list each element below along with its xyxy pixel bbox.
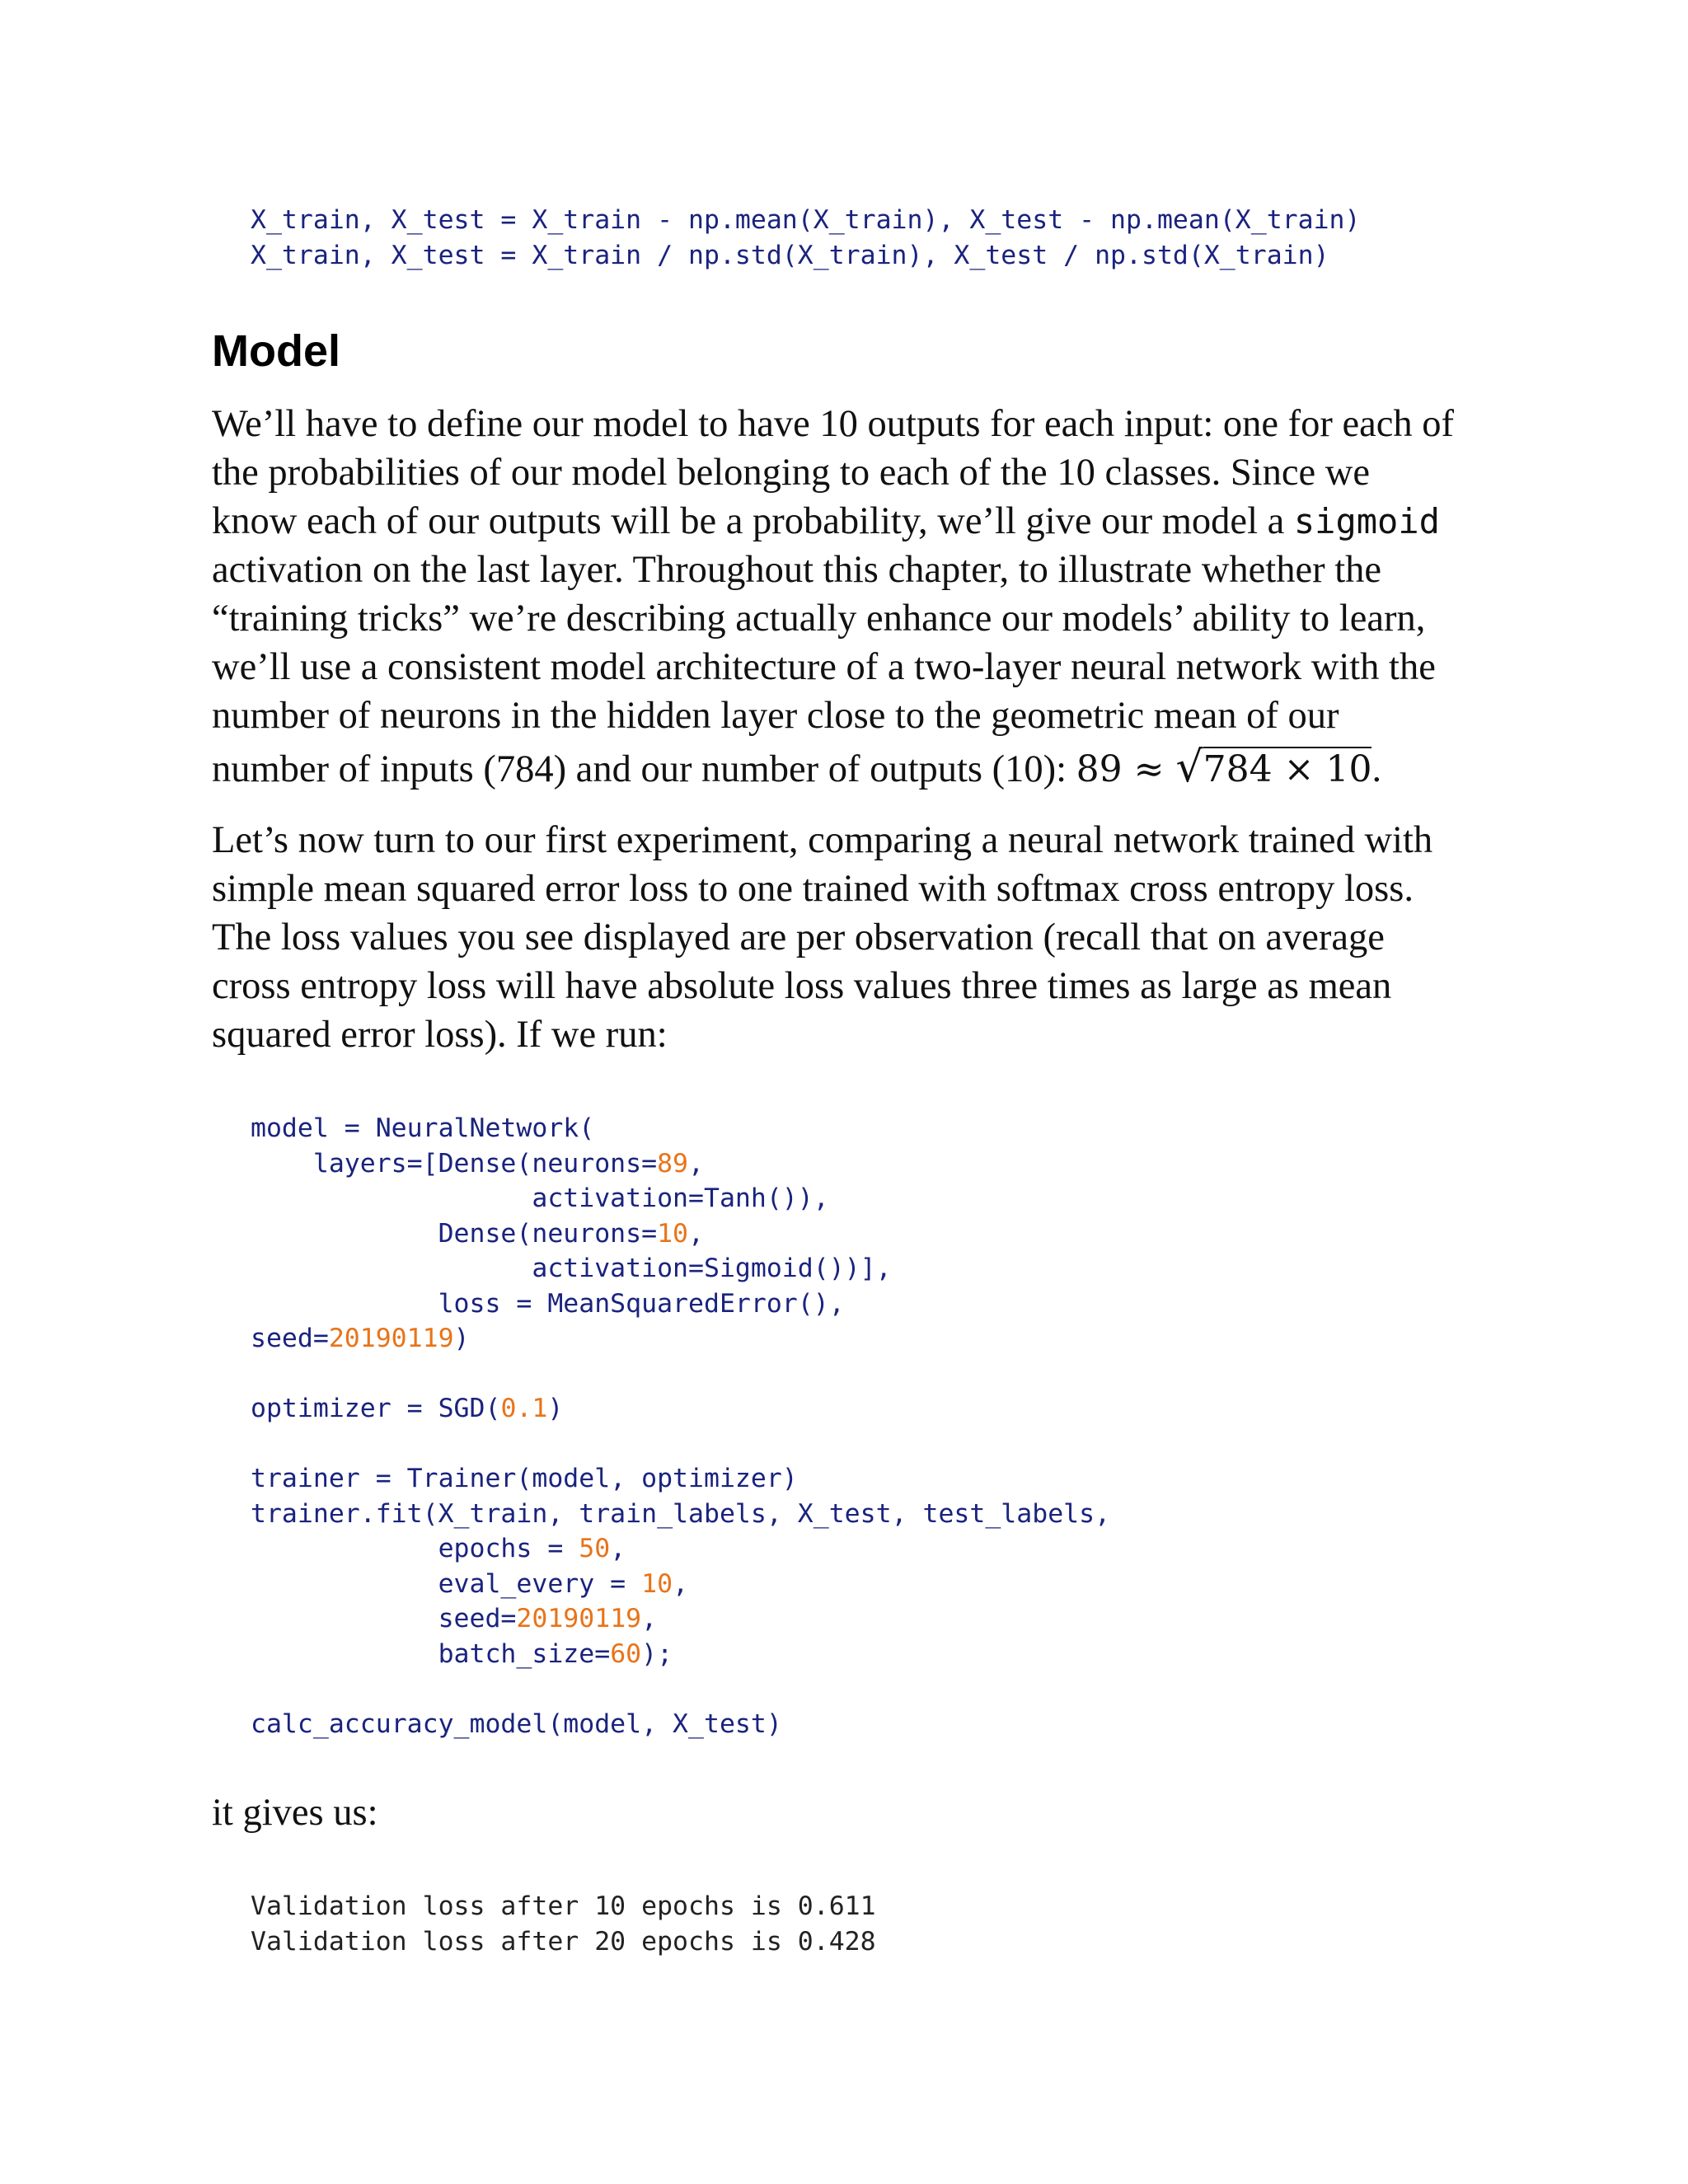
code-token: ) — [453, 1324, 470, 1353]
code-number: 60 — [610, 1638, 642, 1669]
paragraph-line: Let’s now turn to our first experiment, comparing a neural network trained with — [212, 819, 1433, 861]
paragraph-line: We’ll have to define our model to have 10 outputs for each input: one for each of — [212, 403, 1455, 445]
paragraph-line: number of neurons in the hidden layer close to the geometric mean of our — [212, 695, 1339, 737]
section-heading: Model — [212, 326, 340, 376]
code-number: 10 — [641, 1568, 673, 1599]
code-line — [251, 1601, 1110, 1637]
paragraph-line — [212, 497, 1498, 546]
code-token: optimizer = SGD( — [251, 1394, 501, 1423]
code-line: calc_accuracy_model(model, X_test) — [251, 1708, 782, 1739]
code-line: model = NeuralNetwork( — [251, 1113, 595, 1143]
output-line: Validation loss after 10 epochs is 0.611 — [251, 1891, 876, 1921]
code-token: seed= — [251, 1324, 329, 1353]
code-number: 89 — [657, 1148, 689, 1179]
code-line: activation=Tanh()), — [251, 1183, 829, 1213]
code-line — [251, 1637, 1110, 1672]
paragraph-line: The loss values you see displayed are per observation (recall that on average — [212, 916, 1385, 958]
math-period: . — [1372, 748, 1382, 790]
paragraph-line: “training tricks” we’re describing actually enhance our models’ ability to learn, — [212, 598, 1426, 640]
code-line: trainer = Trainer(model, optimizer) — [251, 1464, 798, 1493]
code-token: layers=[Dense(neurons= — [251, 1148, 658, 1179]
code-token: eval_every = — [251, 1568, 642, 1599]
code-line — [251, 1391, 1110, 1427]
math-sqrt — [1176, 743, 1372, 794]
output-line: Validation loss after 20 epochs is 0.428 — [251, 1926, 876, 1957]
code-number: 50 — [579, 1534, 611, 1563]
paragraph-line: simple mean squared error loss to one trained with softmax cross entropy loss. — [212, 868, 1414, 910]
code-number: 20190119 — [516, 1604, 642, 1633]
code-line — [251, 1567, 1110, 1602]
code-line: X_train, X_test = X_train - np.mean(X_train), X_test - np.mean(X_train) — [251, 205, 1361, 235]
paragraph-text: number of inputs (784) and our number of outputs (10): — [212, 748, 1076, 790]
code-number: 10 — [657, 1218, 689, 1249]
code-number: 20190119 — [328, 1324, 454, 1353]
paragraph-line: squared error loss). If we run: — [212, 1014, 668, 1056]
code-token: , — [673, 1568, 689, 1599]
paragraph-experiment — [212, 816, 1498, 1059]
code-line — [251, 1216, 1110, 1252]
code-line: X_train, X_test = X_train / np.std(X_train), X_test / np.std(X_train) — [251, 240, 1329, 270]
code-block-normalize — [251, 203, 1361, 273]
code-line: activation=Sigmoid())], — [251, 1254, 892, 1283]
code-blank-line — [251, 1671, 1110, 1707]
code-token: batch_size= — [251, 1638, 611, 1669]
inline-code-sigmoid: sigmoid — [1293, 501, 1440, 541]
code-token: ) — [547, 1394, 564, 1423]
code-token: , — [688, 1148, 704, 1179]
paragraph-line — [212, 743, 1498, 794]
code-token: Dense(neurons= — [251, 1218, 658, 1249]
code-number: 0.1 — [500, 1394, 548, 1423]
code-token: , — [641, 1604, 658, 1633]
code-token: ); — [641, 1638, 673, 1669]
paragraph-line: we’ll use a consistent model architecture of a two-layer neural network with the — [212, 646, 1436, 688]
code-line — [251, 1146, 1110, 1182]
code-line — [251, 1321, 1110, 1357]
output-block — [251, 1889, 876, 1959]
paragraph-result-intro — [212, 1788, 1498, 1837]
code-blank-line — [251, 1427, 1110, 1462]
paragraph-line: cross entropy loss will have absolute loss values three times as large as mean — [212, 965, 1392, 1007]
paragraph-line: the probabilities of our model belonging to each of the 10 classes. Since we — [212, 452, 1370, 494]
code-token: , — [688, 1218, 704, 1249]
paragraph-model-description — [212, 400, 1498, 794]
math-approx: 89 ≈ — [1076, 748, 1176, 790]
code-line: loss = MeanSquaredError(), — [251, 1288, 845, 1319]
sqrt-symbol: √ — [1175, 743, 1203, 792]
paragraph-line: it gives us: — [212, 1792, 378, 1834]
code-token: seed= — [251, 1604, 517, 1633]
code-line: trainer.fit(X_train, train_labels, X_test, test_labels, — [251, 1498, 1111, 1529]
code-token: , — [610, 1534, 626, 1563]
code-block-training — [251, 1111, 1110, 1741]
paragraph-line: activation on the last layer. Throughout this chapter, to illustrate whether the — [212, 549, 1382, 591]
code-token: epochs = — [251, 1534, 579, 1563]
paragraph-text: know each of our outputs will be a probability, we’ll give our model a — [212, 500, 1294, 542]
code-blank-line — [251, 1357, 1110, 1392]
math-radicand: 784 × 10 — [1203, 748, 1372, 790]
code-line — [251, 1531, 1110, 1567]
